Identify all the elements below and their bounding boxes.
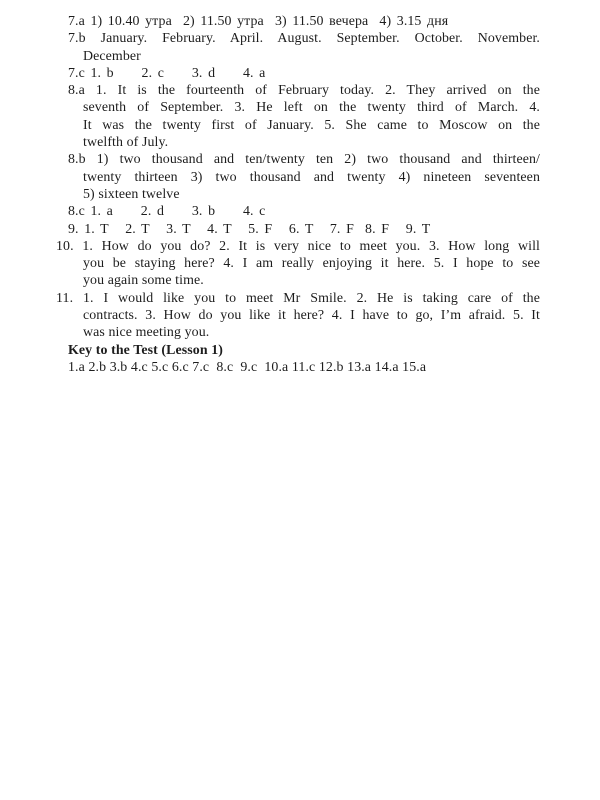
item-number: 11. — [56, 290, 74, 306]
answer-item-11 — [56, 290, 540, 342]
text-line: 11. 1. I would like you to meet Mr Smile. 2. He is taking care of the — [56, 290, 540, 306]
text-line: 8.a 1. It is the fourteenth of February today. 2. They arrived on the — [68, 83, 540, 99]
answer-item-7-a — [68, 13, 540, 30]
text-line: you be staying here? 4. I am really enjoying it here. 5. I hope to see — [83, 256, 540, 272]
answer-item-7-c — [68, 65, 540, 82]
text-line: was nice meeting you. — [83, 325, 210, 341]
text-line: 10. 1. How do you do? 2. It is very nice to meet you. 3. How long will — [56, 238, 540, 254]
text-line: 8.b 1) two thousand and ten/twenty ten 2) two thousand and thirteen/ — [68, 152, 540, 168]
answer-list — [0, 13, 600, 342]
item-number: 7.b — [68, 31, 86, 47]
text-line: 9. 1. T 2. T 3. T 4. T 5. F 6. T 7. F 8. F 9. T — [68, 221, 431, 237]
item-number: 9. — [68, 221, 79, 237]
item-number: 8.a — [68, 83, 85, 99]
answer-item-10 — [56, 238, 540, 290]
item-number: 8.b — [68, 152, 86, 168]
item-number: 7.a — [68, 14, 85, 29]
answer-item-8-c — [68, 203, 540, 220]
item-number: 8.c — [68, 204, 85, 220]
test-answers-row: 1.a 2.b 3.b 4.c 5.c 6.c 7.c 8.c 9.c 10.a 11.c 12.b 13.a 14.a 15.a — [68, 359, 427, 375]
text-line: seventh of September. 3. He left on the twenty third of March. 4. — [83, 100, 540, 116]
answer-item-8-b — [68, 151, 540, 203]
item-number: 10. — [56, 238, 74, 254]
text-line: December — [83, 48, 141, 64]
answer-item-8-a — [68, 82, 540, 151]
text-line: 7.c 1. b 2. c 3. d 4. a — [68, 65, 266, 81]
text-line: twenty thirteen 3) two thousand and twenty 4) nineteen seventeen — [83, 169, 540, 185]
answer-item-9 — [68, 221, 540, 238]
text-line: twelfth of July. — [83, 135, 169, 151]
text-line: you again some time. — [83, 273, 204, 289]
answer-item-7-b — [68, 30, 540, 65]
text-line: 7.b January. February. April. August. September. October. November. — [68, 31, 540, 47]
key-to-test-heading: Key to the Test (Lesson 1) — [68, 342, 224, 358]
text-line: 8.c 1. a 2. d 3. b 4. c — [68, 204, 266, 220]
text-line: 5) sixteen twelve — [83, 186, 180, 202]
item-number: 7.c — [68, 65, 85, 81]
text-line: contracts. 3. How do you like it here? 4. I have to go, I’m afraid. 5. It — [83, 308, 540, 324]
text-line: It was the twenty first of January. 5. She came to Moscow on the — [83, 117, 540, 133]
text-line: 7.a 1) 10.40 утра 2) 11.50 утра 3) 11.50 вечера 4) 3.15 дня — [68, 14, 449, 29]
